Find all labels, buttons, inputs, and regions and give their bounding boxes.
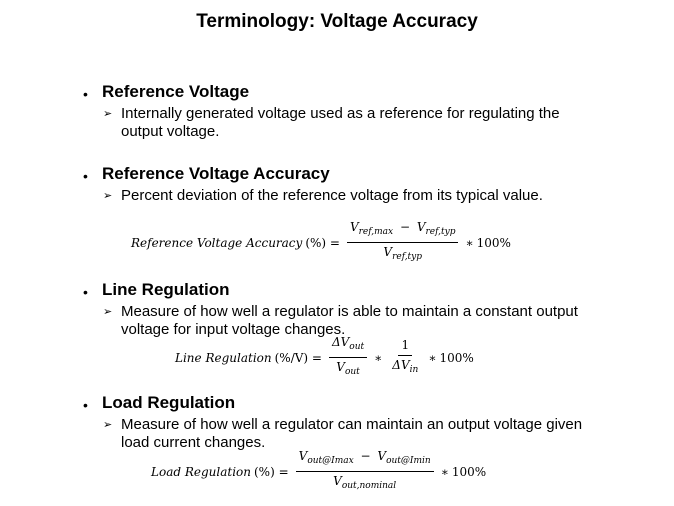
heading-load-regulation: Load Regulation: [102, 393, 236, 412]
equation-denominator: $V_{out,nominal}$: [333, 474, 397, 491]
arrow-bullet-icon: ➢: [103, 190, 113, 202]
equation-reference-voltage-accuracy: Reference Voltage Accuracy (%) = $\frac{V_{ref,max} - V_{ref,typ}}{V_{ref,typ}}$ ∗ 100%: [131, 220, 511, 265]
equation-percent: 100%: [439, 350, 474, 365]
equation-numerator: $V_{out@Imax} - V_{out@Imin}$: [296, 449, 434, 472]
equation-fraction: [389, 338, 421, 378]
equation-denominator: $V_{out}$: [336, 360, 360, 377]
equation-fraction: [329, 335, 367, 380]
sub-load-regulation: Measure of how well a regulator can maintain an output voltage given load current changes.: [121, 416, 583, 451]
arrow-bullet-icon: ➢: [103, 306, 113, 318]
equation-numerator: $V_{ref,max} - V_{ref,typ}$: [347, 220, 459, 243]
heading-reference-voltage-accuracy: Reference Voltage Accuracy: [102, 164, 330, 183]
equation-denominator: $\Delta V_{in}$: [392, 357, 419, 375]
equation-lhs: Reference Voltage Accuracy: [131, 235, 303, 250]
equation-numerator: $\Delta V_{out}$: [329, 335, 367, 358]
arrow-bullet-icon: ➢: [103, 419, 113, 431]
equation-line-regulation: Line Regulation (%/V) = $\frac{\Delta V_{out}}{V_{out}}$ ∗ $\frac{1}{\Delta V_{in}}$ ∗ 100%: [175, 335, 474, 380]
equation-fraction: [296, 449, 434, 494]
sub-reference-voltage-accuracy: Percent deviation of the reference voltage from its typical value.: [121, 187, 543, 204]
sub-reference-voltage: Internally generated voltage used as a reference for regulating the output voltage.: [121, 105, 560, 140]
bullet-icon: •: [83, 397, 88, 413]
equation-numerator: 1: [398, 338, 412, 356]
equation-unit: (%/V) =: [274, 350, 322, 365]
equation-percent: 100%: [451, 464, 487, 479]
bullet-icon: •: [83, 168, 88, 184]
bullet-icon: •: [83, 86, 88, 102]
heading-line-regulation: Line Regulation: [102, 280, 230, 299]
arrow-bullet-icon: ➢: [103, 108, 113, 120]
equation-load-regulation: Load Regulation (%) = $\frac{V_{out@Imax} - V_{out@Imin}}{V_{out,nominal}}$ ∗ 100%: [151, 449, 486, 494]
equation-unit: (%) =: [305, 235, 340, 250]
sub-line-regulation: Measure of how well a regulator is able to maintain a constant output voltage for input voltage changes.: [121, 303, 578, 338]
equation-lhs: Line Regulation: [175, 350, 272, 365]
equation-denominator: $V_{ref,typ}$: [383, 245, 423, 262]
equation-fraction: [347, 220, 459, 265]
slide-title: Terminology: Voltage Accuracy: [196, 11, 478, 32]
heading-reference-voltage: Reference Voltage: [102, 82, 250, 101]
equation-percent: 100%: [476, 235, 511, 250]
equation-unit: (%) =: [254, 464, 289, 479]
equation-lhs: Load Regulation: [151, 464, 251, 479]
bullet-icon: •: [83, 284, 88, 300]
